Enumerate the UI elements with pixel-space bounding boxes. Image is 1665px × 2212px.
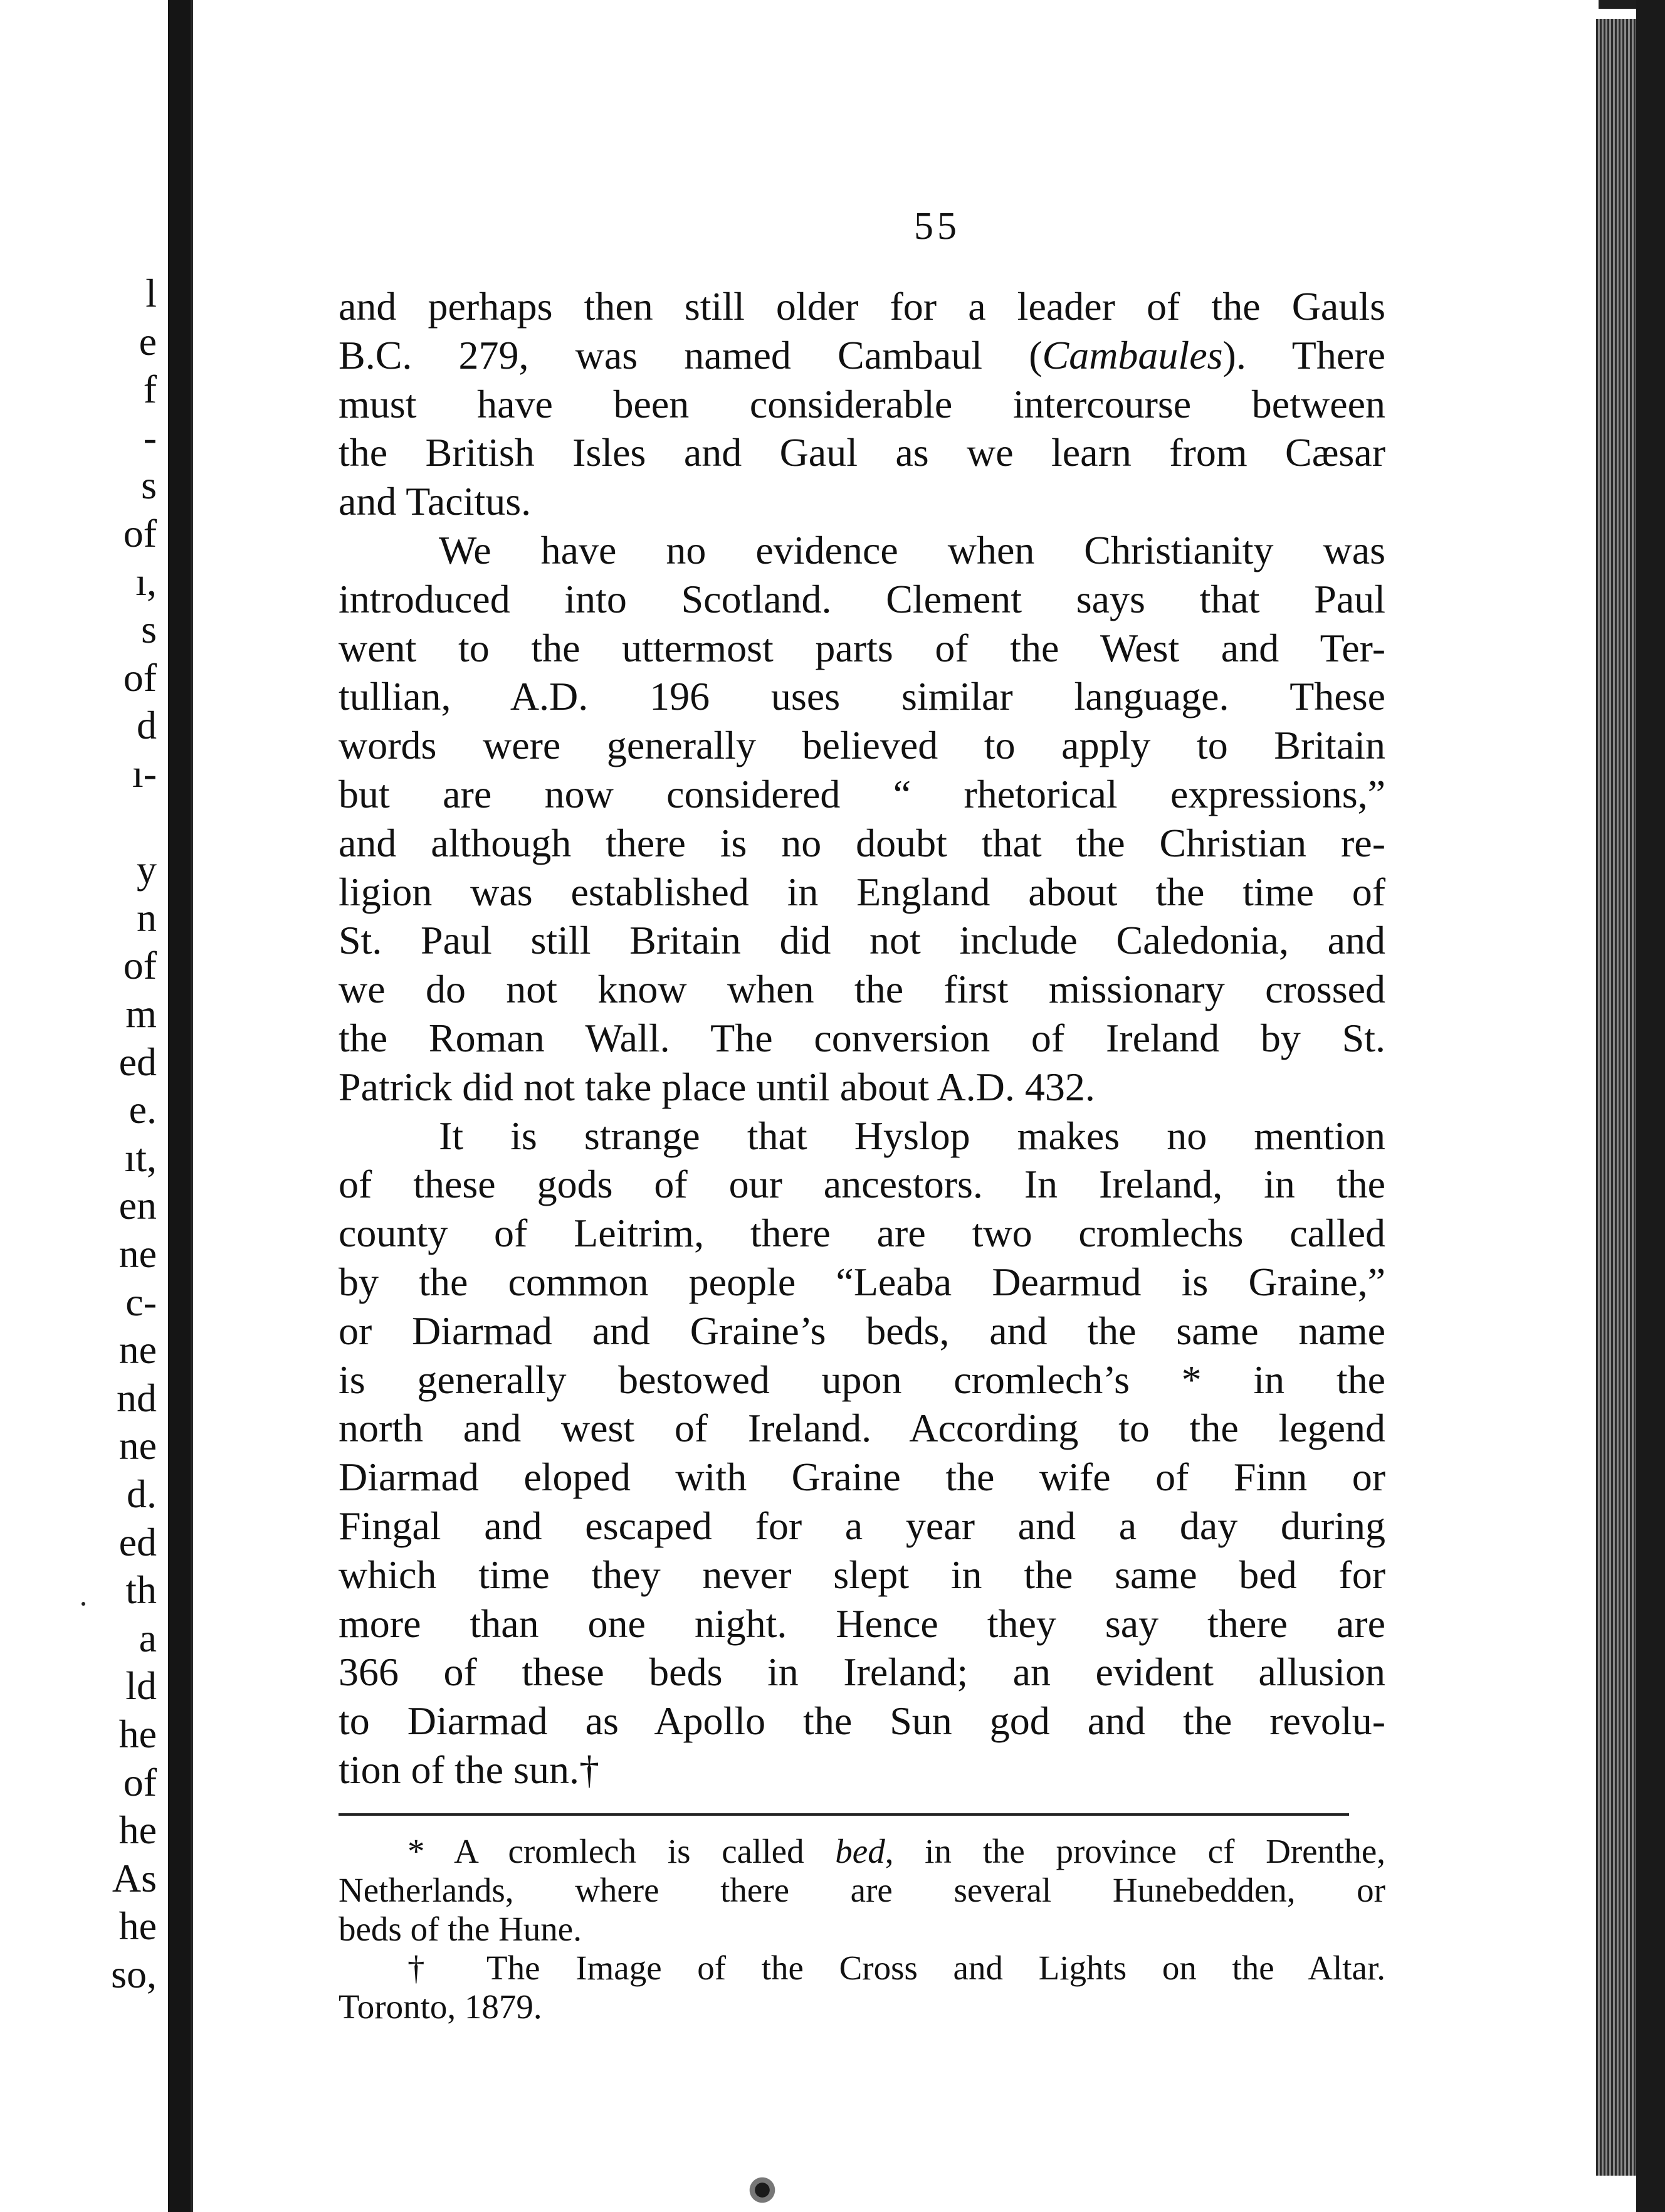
text-line (339, 1404, 1385, 1453)
scan-outer-edge (1636, 0, 1665, 2212)
line-text-tail: , in the province cf Drenthe, (885, 1832, 1385, 1870)
line-text: but are now considered “ rhetorical expressions,” (339, 771, 1385, 816)
text-line (339, 380, 1385, 429)
line-text: county of Leitrim, there are two cromlechs called (339, 1211, 1385, 1256)
text-line (339, 575, 1385, 624)
text-line (339, 331, 1385, 380)
text-line (339, 721, 1385, 770)
line-text: to Diarmad as Apollo the Sun god and the revolu- (339, 1698, 1385, 1744)
text-line (339, 1502, 1385, 1551)
line-text: went to the uttermost parts of the West and Ter- (339, 625, 1385, 670)
line-text-tail: ). There (1222, 332, 1385, 377)
facing-page-text-fragment: of (123, 1759, 157, 1804)
facing-page-text-fragment: ı, (135, 559, 157, 604)
line-text: or Diarmad and Graine’s beds, and the same name (339, 1308, 1385, 1353)
text-line (339, 672, 1385, 721)
facing-page-text-fragment: ld (125, 1663, 157, 1709)
text-line (339, 1697, 1385, 1746)
line-text: tion of the sun.† (339, 1747, 599, 1792)
facing-page-text-fragment: As (112, 1855, 157, 1900)
text-line (339, 1112, 1385, 1161)
line-text: which time they never slept in the same bed for (339, 1552, 1385, 1597)
ink-blot (747, 2176, 777, 2204)
facing-page-text-fragment: d (137, 703, 157, 748)
text-line (339, 1746, 1385, 1794)
text-line (339, 624, 1385, 673)
page-edges (1596, 19, 1636, 2176)
text-line (339, 965, 1385, 1014)
footnote-line (339, 1949, 1385, 1988)
facing-page-text-fragment: d. (127, 1472, 157, 1516)
facing-page-text-fragment: so, (111, 1952, 157, 1996)
text-line (339, 1356, 1385, 1404)
text-line (339, 819, 1385, 868)
line-text: Toronto, 1879. (339, 1988, 542, 2026)
facing-page-text-fragment: l (145, 271, 157, 315)
line-text: Fingal and escaped for a year and a day during (339, 1503, 1385, 1548)
line-text: the Roman Wall. The conversion of Ireland by St. (339, 1015, 1385, 1060)
text-line (339, 282, 1385, 331)
text-line (339, 1160, 1385, 1209)
text-line (339, 1307, 1385, 1356)
text-line (339, 916, 1385, 965)
line-text: B.C. 279, was named Cambaul ( (339, 332, 1043, 377)
facing-page-text-fragment: c- (125, 1279, 157, 1324)
facing-page-fragment (0, 0, 168, 2212)
line-text: † The Image of the Cross and Lights on the Altar. (407, 1949, 1385, 1987)
line-text: must have been considerable intercourse between (339, 381, 1385, 426)
facing-page-text-fragment: ıt, (124, 1135, 157, 1180)
line-text: by the common people “Leaba Dearmud is Graine,” (339, 1259, 1385, 1304)
italic-text: bed (835, 1832, 885, 1870)
footnotes (339, 1832, 1385, 2026)
line-text: tullian, A.D. 196 uses similar language. These (339, 674, 1385, 719)
line-text: and perhaps then still older for a leader of the Gauls (339, 284, 1385, 329)
facing-page-text-fragment: s (141, 463, 157, 508)
facing-page-text-fragment: n (137, 895, 157, 940)
line-text: Diarmad eloped with Graine the wife of Finn or (339, 1455, 1385, 1500)
facing-page-text-fragment: ed (118, 1519, 157, 1564)
facing-page-text-fragment: e. (129, 1087, 157, 1132)
facing-page-text-fragment: - (143, 414, 157, 460)
facing-page-text-fragment: m (125, 991, 157, 1036)
facing-page-text-fragment: en (118, 1183, 157, 1228)
facing-page-text-fragment: nd (117, 1375, 157, 1420)
italic-text: Cambaules (1042, 332, 1223, 377)
facing-page-text-fragment: a (139, 1615, 157, 1660)
line-text: It is strange that Hyslop makes no mention (439, 1113, 1385, 1158)
footnote-line (339, 1832, 1385, 1871)
footnote-line (339, 1871, 1385, 1910)
footnote-line (339, 1988, 1385, 2026)
text-line (339, 1551, 1385, 1599)
line-text: ligion was established in England about the time of (339, 869, 1385, 914)
line-text: introduced into Scotland. Clement says that Paul (339, 576, 1385, 621)
facing-page-text-fragment: ed (118, 1039, 157, 1084)
facing-page-text-fragment: of (123, 943, 157, 988)
line-text: and Tacitus. (339, 479, 532, 524)
line-text: Netherlands, where there are several Hunebedden, or (339, 1871, 1385, 1909)
text-line (339, 1599, 1385, 1648)
facing-page-text-fragment: s (141, 607, 157, 652)
facing-page-text-fragment: ne (118, 1231, 157, 1276)
facing-page-text-fragment: ne (118, 1423, 157, 1468)
facing-page-text-fragment: he (118, 1808, 157, 1853)
text-line (339, 1063, 1385, 1112)
facing-page-text-fragment: he (118, 1904, 157, 1949)
line-text: is generally bestowed upon cromlech’s * in the (339, 1357, 1385, 1402)
facing-page-text-fragment: of (123, 655, 157, 700)
text-line (339, 1209, 1385, 1258)
line-text: of these gods of our ancestors. In Ireland, in the (339, 1162, 1385, 1207)
footnote-line (339, 1910, 1385, 1949)
page-number: 55 (914, 205, 960, 248)
line-text: * A cromlech is called (407, 1832, 836, 1870)
text-line (339, 770, 1385, 819)
text-line (339, 428, 1385, 477)
footnote-rule (339, 1813, 1349, 1816)
text-line (339, 1453, 1385, 1502)
line-text: the British Isles and Gaul as we learn from Cæsar (339, 430, 1385, 475)
facing-page-text-fragment: he (118, 1712, 157, 1756)
line-text: we do not know when the first missionary crossed (339, 967, 1385, 1012)
line-text: more than one night. Hence they say there are (339, 1601, 1385, 1646)
line-text: 366 of these beds in Ireland; an evident allusion (339, 1650, 1385, 1695)
body-text (339, 282, 1385, 1794)
book-gutter (168, 0, 191, 2212)
line-text: St. Paul still Britain did not include Caledonia, and (339, 918, 1385, 963)
text-line (339, 1258, 1385, 1307)
text-line (339, 477, 1385, 526)
line-text: and although there is no doubt that the Christian re- (339, 820, 1385, 865)
facing-page-text-fragment: e (139, 319, 157, 364)
line-text: Patrick did not take place until about A.D. 432. (339, 1064, 1095, 1109)
text-line (339, 868, 1385, 917)
scan-speck (81, 1602, 85, 1606)
facing-page-text-fragment: f (143, 367, 157, 412)
text-line (339, 526, 1385, 575)
text-line (339, 1648, 1385, 1697)
facing-page-text-fragment: ı- (132, 751, 157, 796)
line-text: north and west of Ireland. According to the legend (339, 1406, 1385, 1451)
facing-page-text-fragment: th (125, 1567, 157, 1613)
facing-page-text-fragment: ne (118, 1327, 157, 1372)
line-text: beds of the Hune. (339, 1910, 582, 1948)
facing-page-text-fragment: y (137, 847, 157, 892)
line-text: words were generally believed to apply to Britain (339, 723, 1385, 768)
line-text: We have no evidence when Christianity was (439, 527, 1385, 572)
text-line (339, 1014, 1385, 1063)
facing-page-text-fragment: of (123, 511, 157, 556)
